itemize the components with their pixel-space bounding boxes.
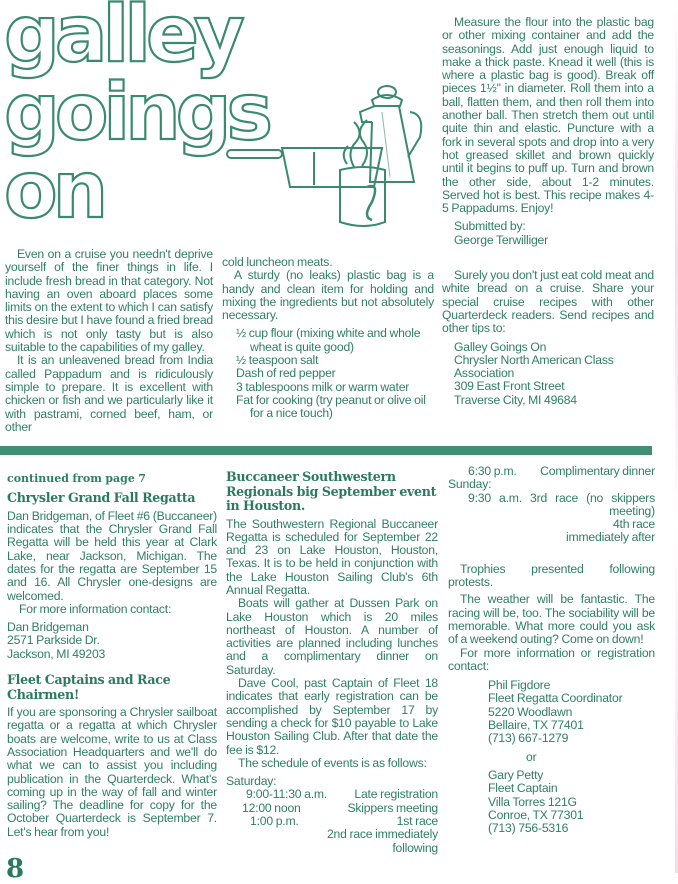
address-line: Association <box>454 366 515 381</box>
contact-phil-figdore <box>448 679 655 745</box>
address-line: Chrysler North American Class <box>454 352 614 367</box>
submitted-label: Submitted by: <box>454 219 526 234</box>
address-line: 5220 Woodlawn <box>488 704 573 719</box>
address-line: Conroe, TX 77301 <box>488 807 584 822</box>
schedule-time: 6:30 p.m. <box>468 464 517 478</box>
schedule-event: Skippers meeting <box>347 800 438 815</box>
galley-illustration <box>222 82 432 234</box>
address-line: Jackson, MI 49203 <box>7 646 106 661</box>
masthead-line: on <box>4 146 104 236</box>
paragraph: If you are sponsoring a Chrysler sailboat regatta or a regatta at which Chrysler boats are welcome, write to us at Class Association Headquarters and we'll do what we can to assist you including publication in the Quarterdeck. What's coming up in the way of fall and winter sailing? The deadline for copy for the October Quarterdeck is September 7. Let's hear from you! <box>7 705 217 839</box>
address-line: Phil Figdore <box>488 678 551 693</box>
news-column-2 <box>226 470 438 855</box>
address-line: Fleet Regatta Coordinator <box>488 691 623 706</box>
paragraph: Even on a cruise you needn't deprive yourself of the finer things in life. I include fresh bread in that category. Not having an oven aboard places some limits on the extent to which I can satisfy this desire but I have found a fried bread which is not only tasty but is also suitable to the capabilities of my galley. <box>5 247 213 355</box>
address-line: 309 East Front Street <box>454 379 565 394</box>
ingredient-list <box>222 327 434 420</box>
address-line: Traverse City, MI 49684 <box>454 392 577 407</box>
paragraph: The Southwestern Regional Buccaneer Regatta is scheduled for September 22 and 23 on Lake Houston, Houston, Texas. It is to be held in conjunction with the Lake Houston Sailing Club's 6th Annual Regatta. <box>226 516 438 597</box>
day-label: Sunday: <box>448 477 492 492</box>
address-line: (713) 756-5316 <box>488 821 569 836</box>
paragraph: Trophies presented following protests. <box>448 561 655 590</box>
mailing-address <box>442 341 654 407</box>
address-line: Villa Torres 121G <box>488 794 577 809</box>
recipe-ingredients-column <box>222 256 434 421</box>
address-line: 2571 Parkside Dr. <box>7 633 100 648</box>
masthead-line: goings <box>4 68 268 158</box>
ingredient: ½ cup flour (mixing white and whole wheat is quite good) <box>236 326 421 354</box>
schedule-time: 9:30 a.m. <box>468 490 522 505</box>
day-label: Saturday: <box>226 774 277 789</box>
article-heading: Chrysler Grand Fall Regatta <box>7 490 196 506</box>
ingredient: 3 tablespoons milk or warm water <box>236 379 410 394</box>
schedule-time: 9:00-11:30 a.m. <box>246 787 328 802</box>
ingredient: Fat for cooking (try peanut or olive oil for a nice touch) <box>236 392 426 421</box>
masthead-line: galley <box>4 0 240 80</box>
paragraph: The weather will be fantastic. The racing will be, too. The sociability will be memorable. What more could you ask of a weekend outing? Come on down! <box>448 592 655 647</box>
recipe-method: Measure the flour into the plastic bag or other mixing container and add the seasonings. Add just enough liquid to make a thick paste. Knead it well (this is where a plastic bag is good). Break off pieces 1½" in diameter. Roll them into a ball, flatten them, and then roll them into another ball. Then stretch them out until quite thin and elastic. Puncture with a fork in several spots and drop into a very hot greased skillet and brown quickly until it begins to puff up. Turn and brown the other side, about 1-2 minutes. Served hot is best. This recipe makes 4-5 Pappadums. Enjoy! <box>442 15 654 216</box>
schedule-continued <box>448 465 655 545</box>
address-line: Fleet Captain <box>488 781 558 796</box>
news-column-3 <box>448 465 655 835</box>
submitted-name: George Terwilliger <box>454 232 548 247</box>
schedule-time: 1:00 p.m. <box>250 814 299 829</box>
contact-gary-petty <box>448 769 655 835</box>
article-heading: Fleet Captains and Race Chairmen! <box>7 672 171 702</box>
or-separator: or <box>526 749 537 764</box>
ingredient: ½ teaspoon salt <box>236 353 319 368</box>
address-line: Dan Bridgeman <box>7 620 89 635</box>
contact-address <box>7 621 217 661</box>
schedule-time: 12:00 noon <box>242 800 301 815</box>
recipe-method-column <box>442 16 654 407</box>
recipe-intro-column <box>5 248 213 434</box>
page-number: 8 <box>6 854 24 884</box>
section-divider <box>0 446 652 455</box>
address-line: Bellaire, TX 77401 <box>488 718 584 733</box>
saturday-schedule <box>226 775 438 855</box>
paragraph: Surely you don't just eat cold meat and white bread on a cruise. Share your special cruise recipes with other Quarterdeck readers. Send recipes and other tips to: <box>442 268 654 336</box>
paragraph: For more information or registration contact: <box>448 645 655 673</box>
paragraph: Boats will gather at Dussen Park on Lake Houston which is 20 miles northeast of Houston. A number of activities are planned including lunches and a complimentary dinner on Saturday. <box>226 596 438 677</box>
address-line: (713) 667-1279 <box>488 731 569 746</box>
paragraph: Dan Bridgeman, of Fleet #6 (Buccaneer) indicates that the Chrysler Grand Fall Regatta will be held this year at Clark Lake, near Jackson, Michigan. The dates for the regatta are September 15 and 16. All Chrysler one-designs are welcomed. <box>7 508 217 603</box>
schedule-event: Late registration <box>354 787 438 802</box>
paragraph: A sturdy (no leaks) plastic bag is a handy and clean item for holding and mixing the ingredients but not absolutely necessary. <box>222 268 434 323</box>
news-column-1 <box>7 472 217 839</box>
schedule-event: 4th race immediately after <box>566 517 655 545</box>
schedule-event: 2nd race immediately following <box>326 827 438 855</box>
schedule-event: 3rd race (no skippers meeting) <box>530 490 656 518</box>
paragraph: For more information contact: <box>19 601 172 616</box>
paragraph: Dave Cool, past Captain of Fleet 18 indicates that early registration can be accomplished by September 17 by sending a check for $10 payable to Lake Houston Sailing Club. After that date the fee is $12. <box>226 676 438 757</box>
paragraph: cold luncheon meats. <box>222 255 333 269</box>
ingredient: Dash of red pepper <box>236 366 336 381</box>
paragraph: The schedule of events is as follows: <box>238 755 427 770</box>
address-line: Galley Goings On <box>454 339 547 354</box>
article-heading: Buccaneer Southwestern Regionals big September event in Houston. <box>226 469 437 513</box>
continued-note: continued from page 7 <box>7 472 146 485</box>
schedule-event: Complimentary dinner <box>540 464 655 478</box>
submitted-by <box>442 220 654 247</box>
paragraph: It is an unleavened bread from India called Pappadum and is ridiculously simple to prepare. It is excellent with chicken or fish and we particularly like it with pastrami, corned beef, ham, or other <box>5 353 213 434</box>
schedule-event: 1st race <box>396 814 438 829</box>
address-line: Gary Petty <box>488 767 544 782</box>
